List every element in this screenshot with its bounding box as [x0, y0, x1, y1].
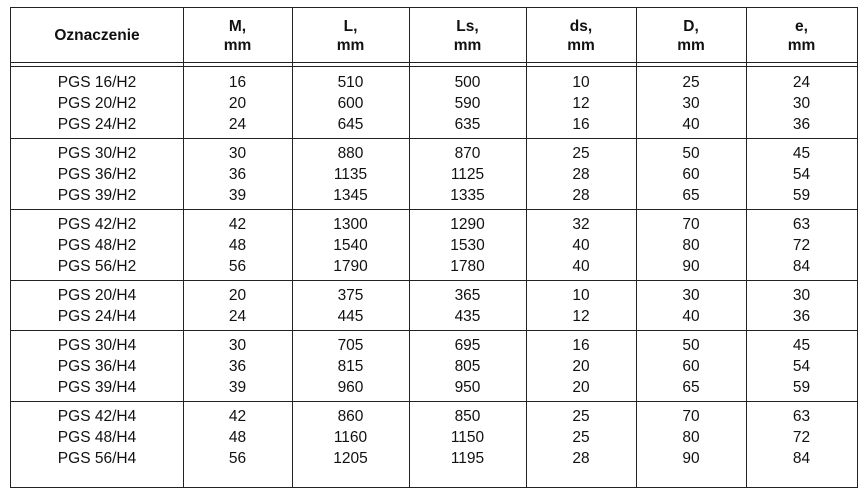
cell-l: 860: [337, 408, 364, 425]
cell-oznaczenie: PGS 36/H4: [57, 358, 137, 375]
cell-m: 42: [228, 216, 247, 233]
header-separator: [11, 63, 857, 67]
cell-m: 42: [228, 408, 247, 425]
table-row: [11, 285, 857, 306]
cell-d: 65: [682, 187, 700, 204]
cell-oznaczenie: PGS 39/H2: [57, 187, 137, 204]
header-ds-unit: mm: [567, 36, 595, 54]
cell-m: 56: [228, 450, 247, 467]
column-divider: [183, 8, 184, 487]
cell-d: 60: [682, 358, 700, 375]
cell-m: 30: [228, 145, 247, 162]
row-group: [11, 210, 857, 281]
cell-ds: 25: [572, 145, 590, 162]
cell-e: 63: [792, 216, 811, 233]
cell-ls: 1195: [450, 450, 485, 467]
table-row: [11, 377, 857, 398]
table-row: [11, 185, 857, 206]
table-row: [11, 214, 857, 235]
cell-e: 36: [792, 116, 811, 133]
table-row: [11, 427, 857, 448]
cell-oznaczenie: PGS 56/H2: [57, 258, 137, 275]
cell-l: 1205: [333, 450, 368, 467]
column-divider: [746, 8, 747, 487]
cell-d: 40: [682, 116, 700, 133]
cell-e: 54: [792, 166, 811, 183]
cell-oznaczenie: PGS 39/H4: [57, 379, 137, 396]
cell-m: 39: [228, 187, 247, 204]
column-divider: [636, 8, 637, 487]
cell-m: 56: [228, 258, 247, 275]
table-row: [11, 114, 857, 135]
cell-ds: 32: [572, 216, 590, 233]
cell-l: 1135: [333, 166, 368, 183]
cell-ls: 590: [454, 95, 481, 112]
table-row: [11, 406, 857, 427]
cell-l: 1790: [333, 258, 368, 275]
cell-e: 72: [792, 237, 811, 254]
cell-m: 36: [228, 166, 247, 183]
cell-oznaczenie: PGS 24/H4: [57, 308, 137, 325]
table-row: [11, 335, 857, 356]
header-oznaczenie-label: Oznaczenie: [54, 27, 140, 44]
cell-e: 30: [792, 95, 811, 112]
cell-oznaczenie: PGS 36/H2: [57, 166, 137, 183]
cell-ds: 20: [572, 358, 590, 375]
header-ds-label: ds,: [569, 17, 593, 35]
cell-l: 815: [337, 358, 364, 375]
cell-ds: 16: [572, 116, 590, 133]
cell-m: 36: [228, 358, 247, 375]
header-m: [183, 8, 292, 63]
header-m-label: M,: [228, 17, 247, 35]
cell-l: 645: [337, 116, 364, 133]
cell-oznaczenie: PGS 16/H2: [57, 74, 137, 91]
header-e-label: e,: [795, 17, 808, 35]
cell-l: 705: [337, 337, 364, 354]
cell-oznaczenie: PGS 42/H2: [57, 216, 137, 233]
cell-ds: 10: [572, 74, 590, 91]
cell-ls: 435: [454, 308, 481, 325]
cell-d: 50: [682, 145, 700, 162]
cell-ls: 500: [454, 74, 481, 91]
cell-ls: 1290: [450, 216, 485, 233]
cell-e: 30: [792, 287, 811, 304]
table-header: [11, 8, 857, 63]
cell-l: 600: [337, 95, 364, 112]
header-e-unit: mm: [787, 36, 816, 54]
cell-oznaczenie: PGS 42/H4: [57, 408, 137, 425]
cell-m: 48: [228, 429, 247, 446]
cell-oznaczenie: PGS 48/H4: [57, 429, 137, 446]
cell-l: 1345: [333, 187, 368, 204]
table-row: [11, 256, 857, 277]
cell-oznaczenie: PGS 48/H2: [57, 237, 137, 254]
cell-e: 45: [792, 145, 811, 162]
cell-l: 1160: [333, 429, 368, 446]
cell-m: 20: [228, 95, 247, 112]
table-row: [11, 93, 857, 114]
cell-ds: 28: [572, 450, 590, 467]
header-ls-unit: mm: [453, 36, 482, 54]
cell-m: 20: [228, 287, 247, 304]
header-e: [746, 8, 857, 63]
cell-ds: 16: [572, 337, 590, 354]
cell-d: 80: [682, 237, 700, 254]
cell-d: 65: [682, 379, 700, 396]
cell-d: 40: [682, 308, 700, 325]
cell-m: 39: [228, 379, 247, 396]
table-row: [11, 356, 857, 377]
header-d-label: D,: [683, 17, 699, 35]
cell-e: 63: [792, 408, 811, 425]
cell-ls: 850: [454, 408, 481, 425]
header-ls-label: Ls,: [456, 17, 479, 35]
cell-oznaczenie: PGS 56/H4: [57, 450, 137, 467]
cell-l: 445: [337, 308, 364, 325]
header-ls: [409, 8, 526, 63]
cell-l: 375: [337, 287, 364, 304]
cell-ds: 25: [572, 429, 590, 446]
header-m-unit: mm: [223, 36, 252, 54]
cell-ds: 12: [572, 95, 590, 112]
cell-ls: 950: [454, 379, 481, 396]
cell-oznaczenie: PGS 20/H4: [57, 287, 137, 304]
dimensions-table: [10, 7, 858, 488]
cell-d: 90: [682, 450, 700, 467]
cell-d: 30: [682, 95, 700, 112]
table-row: [11, 72, 857, 93]
cell-ds: 40: [572, 258, 590, 275]
table-row: [11, 306, 857, 327]
cell-ds: 28: [572, 187, 590, 204]
cell-e: 84: [792, 258, 811, 275]
cell-ds: 25: [572, 408, 590, 425]
cell-l: 1300: [333, 216, 368, 233]
table-row: [11, 448, 857, 469]
cell-d: 30: [682, 287, 700, 304]
cell-l: 880: [337, 145, 364, 162]
cell-oznaczenie: PGS 30/H2: [57, 145, 137, 162]
cell-ls: 1335: [450, 187, 485, 204]
header-l: [292, 8, 409, 63]
cell-d: 60: [682, 166, 700, 183]
cell-e: 24: [792, 74, 811, 91]
cell-d: 25: [682, 74, 700, 91]
cell-oznaczenie: PGS 20/H2: [57, 95, 137, 112]
cell-ds: 10: [572, 287, 590, 304]
cell-ls: 1150: [450, 429, 485, 446]
table-row: [11, 143, 857, 164]
header-ds: [526, 8, 636, 63]
row-group: [11, 281, 857, 331]
header-oznaczenie: [11, 8, 183, 63]
cell-ds: 40: [572, 237, 590, 254]
row-group: [11, 139, 857, 210]
cell-m: 48: [228, 237, 247, 254]
cell-ls: 365: [454, 287, 481, 304]
table-row: [11, 235, 857, 256]
header-l-unit: mm: [336, 36, 365, 54]
cell-e: 84: [792, 450, 811, 467]
cell-ds: 28: [572, 166, 590, 183]
cell-d: 50: [682, 337, 700, 354]
cell-ds: 20: [572, 379, 590, 396]
cell-ds: 12: [572, 308, 590, 325]
cell-m: 24: [228, 308, 247, 325]
cell-d: 80: [682, 429, 700, 446]
cell-d: 70: [682, 216, 700, 233]
row-group: [11, 331, 857, 402]
cell-oznaczenie: PGS 30/H4: [57, 337, 137, 354]
cell-e: 72: [792, 429, 811, 446]
header-l-label: L,: [343, 17, 358, 35]
cell-ls: 695: [454, 337, 481, 354]
cell-oznaczenie: PGS 24/H2: [57, 116, 137, 133]
cell-e: 59: [792, 379, 811, 396]
table-row: [11, 164, 857, 185]
cell-e: 54: [792, 358, 811, 375]
cell-ls: 805: [454, 358, 481, 375]
cell-e: 36: [792, 308, 811, 325]
cell-d: 70: [682, 408, 700, 425]
column-divider: [526, 8, 527, 487]
cell-ls: 635: [454, 116, 481, 133]
row-group: [11, 402, 857, 473]
cell-e: 59: [792, 187, 811, 204]
cell-l: 1540: [333, 237, 368, 254]
cell-m: 30: [228, 337, 247, 354]
cell-m: 24: [228, 116, 247, 133]
column-divider: [409, 8, 410, 487]
cell-l: 510: [337, 74, 364, 91]
row-group: [11, 68, 857, 139]
cell-ls: 1780: [450, 258, 485, 275]
header-d-unit: mm: [677, 36, 705, 54]
cell-ls: 870: [454, 145, 481, 162]
cell-ls: 1530: [450, 237, 485, 254]
cell-e: 45: [792, 337, 811, 354]
cell-l: 960: [337, 379, 364, 396]
header-d: [636, 8, 746, 63]
column-divider: [292, 8, 293, 487]
cell-d: 90: [682, 258, 700, 275]
cell-ls: 1125: [450, 166, 485, 183]
cell-m: 16: [228, 74, 247, 91]
